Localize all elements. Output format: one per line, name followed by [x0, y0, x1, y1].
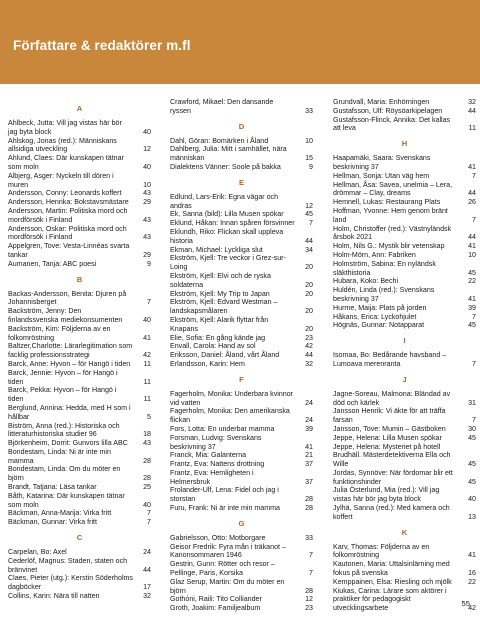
entry-text: Bondestam, Linda: Ni är inte min mamma: [8, 447, 111, 465]
entry-page-number: 45: [468, 321, 476, 330]
entry-page-number: 20: [305, 307, 313, 316]
index-entry: [8, 207, 151, 225]
entry-text: Holm, Nils G.: Mystik blir vetenskap: [333, 242, 445, 251]
entry-page-number: 23: [305, 333, 313, 342]
entry-page-number: 28: [143, 474, 151, 483]
entry-text: Jeppe, Helena: Mysteriet på hotell Brudhäll. Mästerdetektiverna Ella och Wille: [333, 442, 451, 469]
entry-text: Kemppainen, Elsa: Riesling och mjölk: [333, 577, 452, 586]
index-entry: [8, 448, 151, 466]
entry-page-number: 15: [305, 154, 313, 163]
entry-text: Båth, Katarina: Där kunskapen tätnar som moln: [8, 491, 125, 509]
entry-page-number: 7: [309, 569, 313, 578]
entry-page-number: 17: [143, 583, 151, 592]
index-entry: [8, 172, 151, 190]
index-entry: [170, 228, 313, 246]
letter-heading: B: [76, 274, 83, 284]
index-entry: [170, 210, 313, 219]
index-column-3: [333, 98, 476, 613]
entry-text: Appelgren, Tove: Vesta-Linnéas svarta tankar: [8, 242, 130, 259]
index-entry: [170, 163, 313, 172]
entry-text: Albjerg, Asger: Nyckeln till dören i muren: [8, 171, 114, 189]
index-entry: [170, 595, 313, 604]
entry-page-number: 42: [305, 342, 313, 351]
entry-page-number: 40: [143, 500, 151, 509]
entry-text: Bäckman, Gunnar: Virka fritt: [8, 518, 97, 527]
index-entry: [170, 246, 313, 255]
entry-text: Erlandsson, Karin: Hem: [170, 359, 245, 368]
entry-page-number: 12: [143, 145, 151, 154]
entry-text: Haapamäki, Saara: Svenskans beskrivning 37: [333, 154, 431, 171]
index-entry: [8, 557, 151, 575]
index-entry: [170, 254, 313, 272]
entry-text: Biström, Anna (red.): Historiska och litteraturhistoriska studier 96: [8, 421, 120, 439]
entry-page-number: 7: [147, 509, 151, 518]
entry-page-number: 44: [143, 565, 151, 574]
entry-page-number: 45: [468, 268, 476, 277]
entry-text: Dahl, Göran: Bomärken i Åland: [170, 136, 269, 145]
letter-heading: H: [401, 139, 408, 149]
entry-page-number: 44: [468, 189, 476, 198]
index-entry: [333, 390, 476, 408]
index-entry: [8, 189, 151, 198]
entry-page-number: 42: [468, 604, 476, 613]
entry-page-number: 11: [468, 124, 476, 133]
entry-text: Ekström, Kjell: Edvard Westman – landskapsmålaren: [170, 298, 278, 316]
entry-page-number: 16: [468, 569, 476, 578]
entry-page-number: 10: [143, 180, 151, 189]
entry-text: Ekman, Michael: Lyckliga slut: [170, 245, 263, 254]
entry-page-number: 43: [143, 189, 151, 198]
entry-text: Kautonen, Maria: Uttalsinlärning med fokus på svenska: [333, 560, 450, 578]
index-entry: [170, 469, 313, 487]
entry-page-number: 20: [305, 289, 313, 298]
entry-text: Frantz, Eva: Hemligheten i Helmersbruk: [170, 468, 254, 486]
entry-page-number: 37: [305, 477, 313, 486]
entry-text: Gustafsson, Ulf: Röysöarkipelagen: [333, 106, 443, 115]
index-entry: [8, 483, 151, 492]
entry-text: Kiukas, Carina: Lärare som aktörer i praktiker för pedagogiskt utvecklingsarbete: [333, 586, 447, 613]
index-entry: [8, 325, 151, 343]
index-entry: [170, 351, 313, 360]
index-entry: [170, 407, 313, 425]
entry-text: Björkenheim, Dorrit: Gunvors lilla ABC: [8, 439, 128, 448]
index-entry: [8, 225, 151, 243]
entry-page-number: 32: [305, 359, 313, 368]
entry-page-number: 40: [143, 315, 151, 324]
index-entry: [170, 342, 313, 351]
header-banner: [0, 0, 480, 84]
entry-page-number: 41: [468, 162, 476, 171]
entry-text: Envall, Carola: Hand av sol: [170, 342, 256, 351]
index-entry: [8, 307, 151, 325]
index-entry: [333, 486, 476, 504]
index-entry: [170, 98, 313, 116]
entry-text: Holm, Christoffer (red.): Västnyländsk årsbok 2021: [333, 224, 452, 242]
entry-text: Cederlöf, Magnus: Staden, staten och bränvinet: [8, 556, 128, 574]
index-entry: [333, 321, 476, 330]
index-entry: [333, 578, 476, 587]
entry-text: Geisor Fredrik: Fyra mån i träkanot – Kanonsommaren 1946: [170, 542, 286, 560]
entry-page-number: 11: [143, 377, 151, 386]
entry-page-number: 39: [305, 424, 313, 433]
entry-page-number: 44: [468, 106, 476, 115]
letter-heading: E: [238, 177, 245, 187]
entry-text: Eklund, Håkan: Innan spåren försvinner: [170, 219, 295, 228]
entry-page-number: 13: [468, 512, 476, 521]
entry-text: Jagne-Soreau, Malmona: Bländad av död och kärlek: [333, 389, 451, 407]
entry-text: Furu, Frank: Ni är inte min mamma: [170, 504, 280, 513]
entry-page-number: 11: [143, 359, 151, 368]
entry-text: Gustafsson-Flinck, Annika: Det kallas att leva: [333, 115, 451, 133]
index-entry: [170, 543, 313, 561]
entry-page-number: 31: [468, 398, 476, 407]
entry-text: Håkans, Erica: Lyckohjulet: [333, 312, 417, 321]
index-entry: [333, 286, 476, 304]
index-entry: [8, 439, 151, 448]
entry-page-number: 10: [305, 136, 313, 145]
index-entry: [8, 260, 151, 269]
entry-page-number: 7: [147, 298, 151, 307]
index-entry: [8, 154, 151, 172]
index-entry: [170, 219, 313, 228]
entry-text: Gothóni, Raili: Tito Colliander: [170, 595, 262, 604]
entry-text: Fagerholm, Monika: Den amerikanska flickan: [170, 407, 290, 425]
entry-text: Gabrielsson, Otto: Motborgare: [170, 533, 266, 542]
index-entry: [8, 465, 151, 483]
index-entry: [333, 172, 476, 181]
entry-text: Barck, Pekka: Hyvon – för Hangö i tiden: [8, 386, 117, 404]
entry-text: Carpelan, Bo: Axel: [8, 548, 67, 557]
entry-page-number: 37: [305, 460, 313, 469]
entry-text: Fagerholm, Monika: Underbara kvinnor vid vatten: [170, 389, 294, 407]
entry-page-number: 7: [309, 551, 313, 560]
entry-text: Berglund, Annina: Hedda, med H som i hållbar: [8, 403, 131, 421]
index-entry: [170, 316, 313, 334]
entry-page-number: 45: [468, 433, 476, 442]
entry-text: Karv, Thomas: Följderna av en folkomröstning: [333, 542, 430, 560]
index-entry: [170, 137, 313, 146]
index-entry: [8, 518, 151, 527]
index-entry: [333, 560, 476, 578]
index-entry: [333, 242, 476, 251]
entry-page-number: 41: [468, 242, 476, 251]
index-entry: [8, 242, 151, 260]
entry-text: Hubara, Koko: Bechi: [333, 277, 399, 286]
entry-page-number: 30: [468, 424, 476, 433]
index-entry: [8, 137, 151, 155]
entry-text: Jansson Henrik: Vi äkte för att träffa farsan: [333, 407, 446, 425]
entry-text: Hemnell, Lukas: Restaurang Plats: [333, 198, 441, 207]
entry-text: Barck, Anne: Hyvon – för Hangö i tiden: [8, 359, 131, 368]
entry-text: Bondestam, Linda: Om du möter en björn: [8, 465, 121, 483]
entry-text: Eklundh, Riko: Flickan skall uppleva historia: [170, 227, 284, 245]
entry-page-number: 44: [305, 236, 313, 245]
entry-page-number: 29: [143, 198, 151, 207]
page-number: 55: [461, 599, 470, 608]
entry-page-number: 26: [468, 198, 476, 207]
index-entry: [170, 504, 313, 513]
index-entry: [333, 225, 476, 243]
entry-page-number: 10: [468, 250, 476, 259]
entry-text: Ahlskog, Jonas (red.): Människans allsidiga utveckling: [8, 136, 117, 154]
index-entry: [8, 369, 151, 387]
index-entry: [333, 98, 476, 107]
index-entry: [170, 486, 313, 504]
index-entry: [8, 492, 151, 510]
entry-page-number: 22: [468, 277, 476, 286]
index-entry: [170, 578, 313, 596]
page-title: Författare & redaktörer m.fl: [13, 38, 191, 53]
entry-page-number: 34: [305, 245, 313, 254]
entry-text: Baltzer,Charlotte: Lärarlegitimation som facklig professionsstrategi: [8, 342, 133, 360]
entry-text: Andersson, Martin: Politiska mord och mordförsök i Finland: [8, 206, 128, 224]
entry-text: Barck, Jennie: Hyvon – för Hangö i tiden: [8, 368, 118, 386]
index-entry: [333, 313, 476, 322]
entry-text: Ekström, Kjell: Tre veckor i Grez-sur-Loing: [170, 254, 286, 272]
index-entry: [8, 360, 151, 369]
entry-page-number: 25: [143, 483, 151, 492]
entry-page-number: 44: [468, 233, 476, 242]
entry-page-number: 42: [143, 351, 151, 360]
index-entry: [8, 342, 151, 360]
entry-page-number: 11: [143, 395, 151, 404]
entry-text: Ek, Sanna (bild): Lilla Musen spökar: [170, 210, 284, 219]
entry-text: Bäckman, Anna-Marija: Virka fritt: [8, 509, 112, 518]
index-entry: [333, 425, 476, 434]
entry-page-number: 40: [143, 127, 151, 136]
entry-text: Hurme, Maija: Plats på jorden: [333, 303, 427, 312]
index-entry: [170, 360, 313, 369]
entry-text: Aumanen, Tanja: ABC poesi: [8, 259, 97, 268]
index-entry: [170, 425, 313, 434]
entry-text: Grundvall, Maria: Enhörningen: [333, 98, 430, 106]
entry-page-number: 40: [143, 162, 151, 171]
entry-page-number: 43: [143, 215, 151, 224]
entry-page-number: 12: [305, 595, 313, 604]
entry-text: Huldén, Linda (red.): Svenskans beskrivning 37: [333, 286, 435, 303]
entry-text: Backström, Kim: Följderna av en folkomröstning: [8, 324, 111, 342]
entry-page-number: 12: [305, 201, 313, 210]
entry-text: Frolander-Ulf, Lena: Fidel och jag i storstan: [170, 486, 279, 504]
index-entry: [170, 193, 313, 211]
entry-text: Groth, Joakim: Familjealbum: [170, 604, 261, 613]
entry-text: Eriksson, Daniel: Åland, vårt Åland: [170, 351, 280, 360]
entry-page-number: 40: [468, 495, 476, 504]
entry-page-number: 45: [468, 460, 476, 469]
entry-page-number: 33: [305, 533, 313, 542]
entry-page-number: 20: [305, 263, 313, 272]
index-entry: [170, 390, 313, 408]
letter-heading: I: [403, 336, 406, 346]
entry-text: Collins, Karin: Nära till natten: [8, 592, 100, 601]
index-entry: [333, 260, 476, 278]
entry-text: Hoffman, Yvonne: Hem genom bränt land: [333, 206, 448, 224]
entry-text: Frantz, Eva: Nattens drottning: [170, 460, 265, 469]
entry-text: Holm-Mörn, Ann: Fabriken: [333, 250, 416, 259]
index-entry: [333, 434, 476, 443]
entry-text: Holmström, Sabina: En nyländsk släkthistoria: [333, 259, 436, 277]
index-entry: [8, 198, 151, 207]
entry-text: Ekström, Kjell: Elvi och de ryska soldaterna: [170, 271, 271, 289]
entry-page-number: 18: [143, 430, 151, 439]
index-entry: [8, 592, 151, 601]
entry-text: Dahlberg, Julia: Mitt i samhället, nära människan: [170, 145, 287, 163]
index-entry: [8, 290, 151, 308]
index-entry: [170, 272, 313, 290]
entry-text: Fors, Lotta: En underbar mamma: [170, 424, 275, 433]
entry-page-number: 39: [468, 303, 476, 312]
index-column-2: [170, 98, 313, 613]
entry-text: Andersson, Oskar: Politiska mord och mordförsök i Finland: [8, 224, 127, 242]
entry-page-number: 28: [305, 586, 313, 595]
letter-heading: J: [402, 374, 407, 384]
entry-text: Crawford, Mikael: Den dansande ryssen: [170, 98, 274, 115]
index-entry: [8, 422, 151, 440]
index-entry: [333, 469, 476, 487]
index-entry: [170, 434, 313, 452]
entry-page-number: 24: [305, 416, 313, 425]
entry-page-number: 43: [143, 439, 151, 448]
entry-text: Ekström, Kjell: My Trip to Japan: [170, 289, 270, 298]
index-entry: [333, 407, 476, 425]
index-entry: [8, 509, 151, 518]
index-entry: [333, 504, 476, 522]
index-entry: [333, 116, 476, 134]
index-entry: [333, 198, 476, 207]
index-entry: [333, 543, 476, 561]
index-entry: [333, 277, 476, 286]
entry-text: Andersson, Conny: Leonards koffert: [8, 189, 122, 198]
entry-page-number: 43: [143, 233, 151, 242]
index-entry: [170, 334, 313, 343]
entry-page-number: 7: [309, 219, 313, 228]
entry-page-number: 9: [309, 162, 313, 171]
entry-page-number: 7: [472, 359, 476, 368]
entry-page-number: 24: [305, 398, 313, 407]
entry-text: Dialektens Vänner: Soole på bakka: [170, 162, 281, 171]
entry-page-number: 28: [305, 504, 313, 513]
entry-text: Edlund, Lars-Erik: Egna vägar och andras: [170, 192, 279, 210]
index-entry: [333, 207, 476, 225]
entry-text: Jylhä, Sanna (red.): Med kamera och koffert: [333, 504, 450, 521]
index-entry: [170, 451, 313, 460]
index-entry: [333, 443, 476, 469]
entry-text: Ahlund, Claes: Där kunskapen tätnar som moln: [8, 154, 124, 171]
entry-text: Julia Österlund, Mia (red.): Vill jag vistas här bör jag byta block: [333, 486, 440, 504]
entry-text: Forsman, Ludvig: Svenskans beskrivning 37: [170, 433, 262, 451]
index-entry: [333, 107, 476, 116]
entry-page-number: 7: [147, 518, 151, 527]
index-entry: [8, 548, 151, 557]
entry-text: Elie, Sofia: En gång kände jag: [170, 333, 266, 342]
index-entry: [8, 574, 151, 592]
entry-page-number: 7: [472, 312, 476, 321]
entry-page-number: 29: [143, 250, 151, 259]
entry-text: Jansson, Tove: Mumin – Gästboken: [333, 424, 446, 433]
entry-text: Jeppe, Helena: Lilla Musen spökar: [333, 433, 442, 442]
entry-text: Backas-Andersson, Benita: Djuren på Johannisberget: [8, 289, 127, 307]
index-entry: [170, 290, 313, 299]
entry-page-number: 21: [305, 451, 313, 460]
entry-page-number: 9: [147, 259, 151, 268]
entry-page-number: 41: [143, 333, 151, 342]
entry-text: Högnäs, Gunnar: Notapparat: [333, 321, 425, 330]
index-entry: [8, 386, 151, 404]
entry-page-number: 7: [472, 171, 476, 180]
index-entry: [8, 119, 151, 137]
index-entry: [170, 145, 313, 163]
index-entry: [170, 560, 313, 578]
index-entry: [8, 404, 151, 422]
entry-text: Gestrin, Gunn: Rötter och resor – Pellinge, Paris, Korsika: [170, 560, 275, 578]
letter-heading: A: [76, 104, 83, 113]
index-entry: [333, 251, 476, 260]
entry-page-number: 20: [305, 324, 313, 333]
entry-text: Isomaa, Bo: Bedårande havsband – Lumoava merenranta: [333, 351, 447, 368]
index-entry: [170, 604, 313, 613]
entry-page-number: 20: [305, 280, 313, 289]
entry-page-number: 22: [468, 577, 476, 586]
index-entry: [170, 298, 313, 316]
entry-text: Hellman, Sonja: Utan väg hem: [333, 171, 430, 180]
entry-text: Claes, Pieter (utg.): Kerstin Söderholms dagböcker: [8, 574, 133, 592]
letter-heading: K: [401, 527, 408, 537]
entry-page-number: 5: [147, 412, 151, 421]
entry-page-number: 7: [472, 416, 476, 425]
entry-text: Franck, Mia: Galanterna: [170, 451, 247, 460]
letter-heading: C: [76, 533, 83, 543]
letter-heading: F: [239, 374, 244, 384]
entry-text: Hellman, Åsa: Savea, unelmia – Lera, drömmar – Clay, dreams: [333, 180, 453, 198]
entry-text: Backström, Jenny: Den finlandssvenska mediekonsumenten: [8, 307, 123, 324]
entry-page-number: 45: [305, 210, 313, 219]
index-entry: [333, 587, 476, 613]
entry-page-number: 44: [305, 351, 313, 360]
entry-page-number: 33: [305, 106, 313, 115]
entry-page-number: 32: [143, 592, 151, 601]
entry-text: Brandt, Tatjana: Läsa tankar: [8, 483, 97, 492]
entry-text: Ahlbeck, Jutta: Vill jag vistas här bör jag byta block: [8, 119, 122, 136]
entry-text: Jordas, Synnöve: När fördomar blir ett funktionshinder: [333, 468, 453, 486]
index-entry: [333, 154, 476, 172]
index-entry: [333, 181, 476, 199]
entry-page-number: 45: [468, 477, 476, 486]
entry-page-number: 24: [143, 548, 151, 557]
entry-page-number: 7: [472, 215, 476, 224]
index-entry: [170, 460, 313, 469]
entry-page-number: 23: [305, 604, 313, 613]
entry-text: Andersson, Henrika: Bokstavsmästare: [8, 198, 129, 207]
entry-page-number: 41: [468, 294, 476, 303]
index-entry: [333, 304, 476, 313]
entry-page-number: 28: [143, 456, 151, 465]
letter-heading: D: [238, 121, 245, 131]
index-entry: [170, 534, 313, 543]
entry-page-number: 28: [305, 495, 313, 504]
entry-page-number: 41: [468, 551, 476, 560]
entry-text: Ekström, Kjell: Alarik flyttar från Knapans: [170, 315, 269, 333]
index-column-1: [8, 98, 151, 601]
letter-heading: G: [238, 518, 245, 528]
entry-page-number: 41: [305, 442, 313, 451]
index-entry: [333, 351, 476, 369]
entry-page-number: 32: [468, 98, 476, 106]
entry-text: Glaz Serup, Martin: Om du möter en björn: [170, 577, 285, 595]
